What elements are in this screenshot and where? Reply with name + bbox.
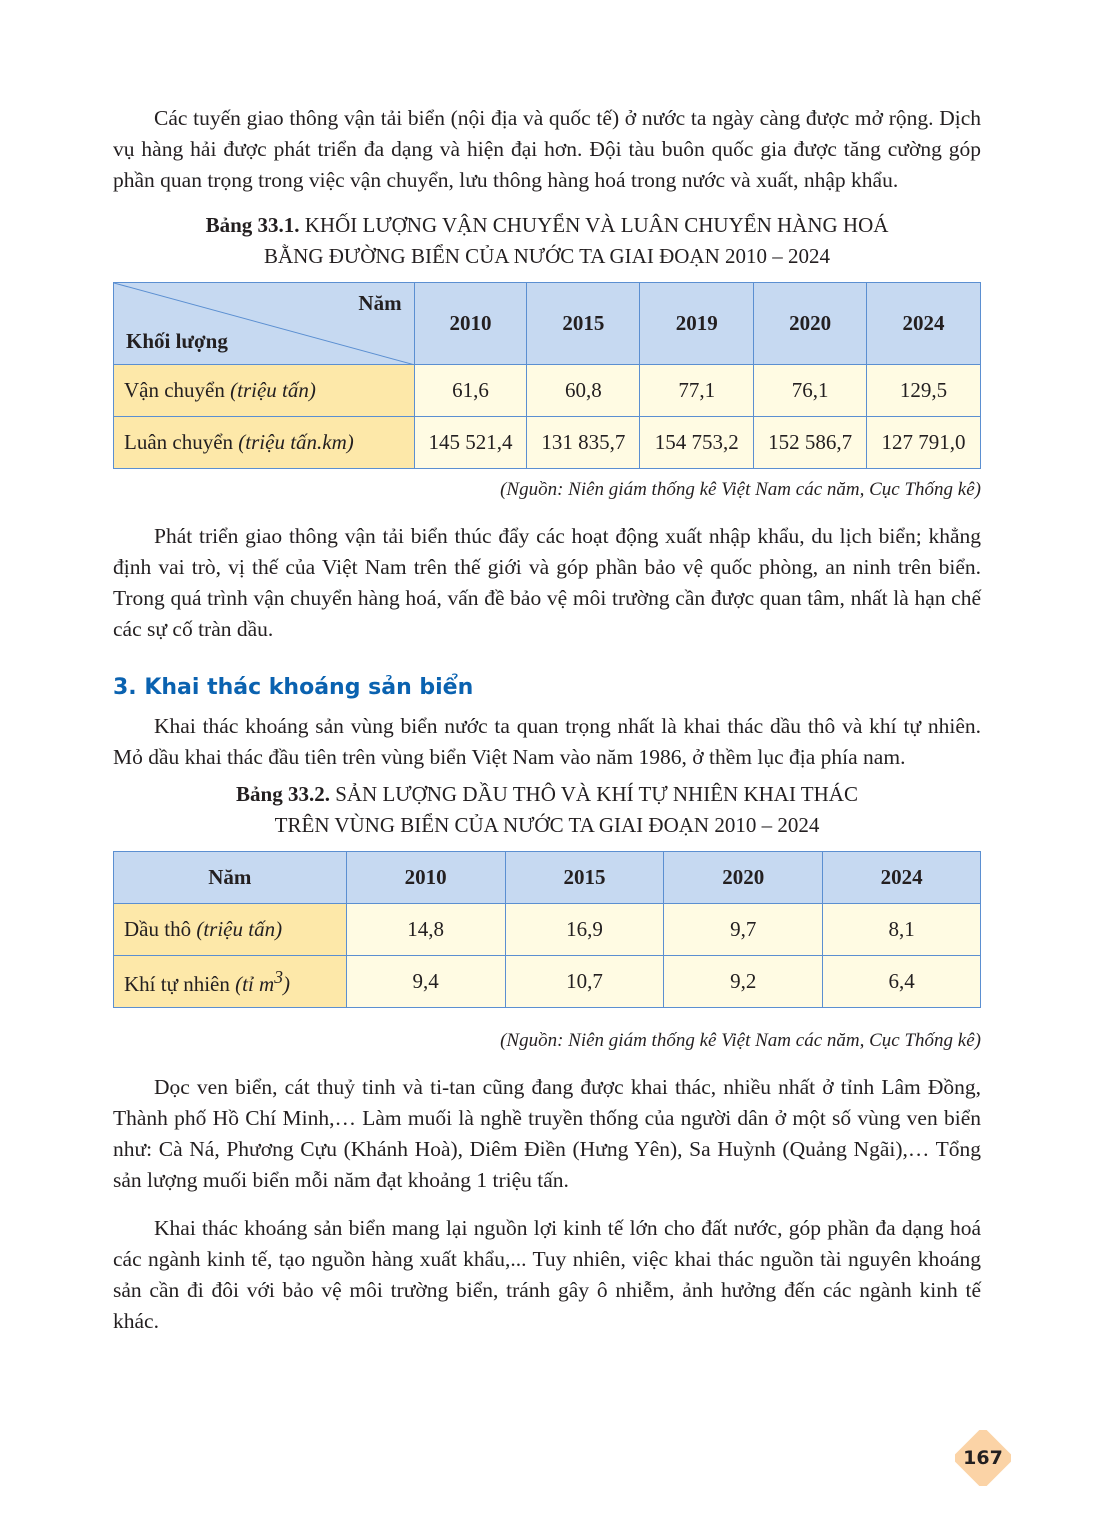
table2 (113, 851, 981, 1008)
paragraph-2: Phát triển giao thông vận tải biển thúc đẩy các hoạt động xuất nhập khẩu, du lịch biển; khẳng định vai trò, vị thế của Việt Nam trên thế giới và góp phần bảo vệ quốc phòng, an ninh trên biển. Trong quá trình vận chuyển hàng hoá, vấn đề bảo vệ môi trường cần được quan tâm, nhất là hạn chế các sự cố tràn dầu. (113, 524, 981, 641)
table1-year-header: 2024 (867, 283, 981, 365)
table2-year-header: 2010 (346, 852, 505, 904)
table-cell: 9,4 (346, 956, 505, 1008)
table1-row-header: Luân chuyển (triệu tấn.km) (114, 417, 415, 469)
table-cell: 152 586,7 (754, 417, 867, 469)
table2-header-first: Năm (114, 852, 347, 904)
table2-source: (Nguồn: Niên giám thống kê Việt Nam các năm, Cục Thống kê) (500, 1030, 981, 1051)
table1-year-header: 2010 (414, 283, 527, 365)
table1-caption (113, 210, 981, 272)
table1-corner-bottom: Khối lượng (126, 329, 228, 353)
table-row (114, 365, 981, 417)
paragraph-4: Dọc ven biển, cát thuỷ tinh và ti-tan cũng đang được khai thác, nhiều nhất ở tỉnh Lâm Đồng, Thành phố Hồ Chí Minh,… Làm muối là nghề truyền thống của người dân ở một số vùng ven biển như: Cà Ná, Phương Cựu (Khánh Hoà), Diêm Điền (Hưng Yên), Sa Huỳnh (Quảng Ngãi),… Tổng sản lượng muối biển mỗi năm đạt khoảng 1 triệu tấn. (113, 1075, 981, 1192)
table-cell: 77,1 (640, 365, 754, 417)
table-cell: 76,1 (754, 365, 867, 417)
page-number: 167 (963, 1447, 1003, 1469)
table1-corner-header (114, 283, 415, 365)
table2-title-line1: SẢN LƯỢNG DẦU THÔ VÀ KHÍ TỰ NHIÊN KHAI THÁC (335, 782, 858, 806)
table-cell: 60,8 (527, 365, 640, 417)
table1-title-line2: BẰNG ĐƯỜNG BIỂN CỦA NƯỚC TA GIAI ĐOẠN 2010 – 2024 (263, 244, 830, 268)
table-row (114, 956, 981, 1008)
table-cell: 61,6 (414, 365, 527, 417)
table2-row-header: Dầu thô (triệu tấn) (114, 904, 347, 956)
paragraph-3: Khai thác khoáng sản vùng biển nước ta quan trọng nhất là khai thác dầu thô và khí tự nhiên. Mỏ dầu khai thác đầu tiên trên vùng biển Việt Nam vào năm 1986, ở thềm lục địa phía nam. (113, 714, 981, 769)
table-cell: 6,4 (823, 956, 981, 1008)
table-cell: 10,7 (505, 956, 664, 1008)
paragraph-5: Khai thác khoáng sản biển mang lại nguồn lợi kinh tế lớn cho đất nước, góp phần đa dạng hoá các ngành kinh tế, tạo nguồn hàng xuất khẩu,... Tuy nhiên, việc khai thác nguồn tài nguyên khoáng sản cần đi đôi với bảo vệ môi trường biển, tránh gây ô nhiễm, ảnh hưởng đến các ngành kinh tế khác. (113, 1216, 981, 1333)
table-cell: 154 753,2 (640, 417, 754, 469)
table-cell: 127 791,0 (867, 417, 981, 469)
table1-label: Bảng 33.1. (205, 213, 300, 237)
table1-title-line1: KHỐI LƯỢNG VẬN CHUYỂN VÀ LUÂN CHUYỂN HÀNG HOÁ (304, 213, 889, 237)
table-cell: 145 521,4 (414, 417, 527, 469)
table-row (114, 417, 981, 469)
section-3-heading: 3. Khai thác khoáng sản biển (113, 675, 474, 700)
table2-year-header: 2020 (664, 852, 823, 904)
table1-year-header: 2020 (754, 283, 867, 365)
table1-year-header: 2015 (527, 283, 640, 365)
table1-year-header: 2019 (640, 283, 754, 365)
table-cell: 9,7 (664, 904, 823, 956)
table2-caption (113, 779, 981, 841)
table1 (113, 282, 981, 469)
table2-row-header: Khí tự nhiên (tỉ $m^3$) (114, 956, 347, 1008)
table1-source: (Nguồn: Niên giám thống kê Việt Nam các năm, Cục Thống kê) (500, 479, 981, 500)
table1-row-header: Vận chuyển (triệu tấn) (114, 365, 415, 417)
table2-title-line2: TRÊN VÙNG BIỂN CỦA NƯỚC TA GIAI ĐOẠN 2010 – 2024 (274, 813, 820, 837)
table-cell: 129,5 (867, 365, 981, 417)
page-number-badge (955, 1430, 1011, 1486)
table-row (114, 904, 981, 956)
table2-label: Bảng 33.2. (236, 782, 330, 806)
page-content (113, 0, 981, 1337)
table2-year-header: 2024 (823, 852, 981, 904)
table2-year-header: 2015 (505, 852, 664, 904)
table-cell: 9,2 (664, 956, 823, 1008)
table-cell: 16,9 (505, 904, 664, 956)
intro-paragraph: Các tuyến giao thông vận tải biển (nội địa và quốc tế) ở nước ta ngày càng được mở rộng. Dịch vụ hàng hải được phát triển đa dạng và hiện đại hơn. Đội tàu buôn quốc gia được tăng cường góp phần quan trọng trong việc vận chuyển, lưu thông hàng hoá trong nước và xuất, nhập khẩu. (113, 106, 981, 192)
table-cell: 14,8 (346, 904, 505, 956)
table-cell: 131 835,7 (527, 417, 640, 469)
table-cell: 8,1 (823, 904, 981, 956)
table1-corner-top: Năm (358, 291, 402, 315)
